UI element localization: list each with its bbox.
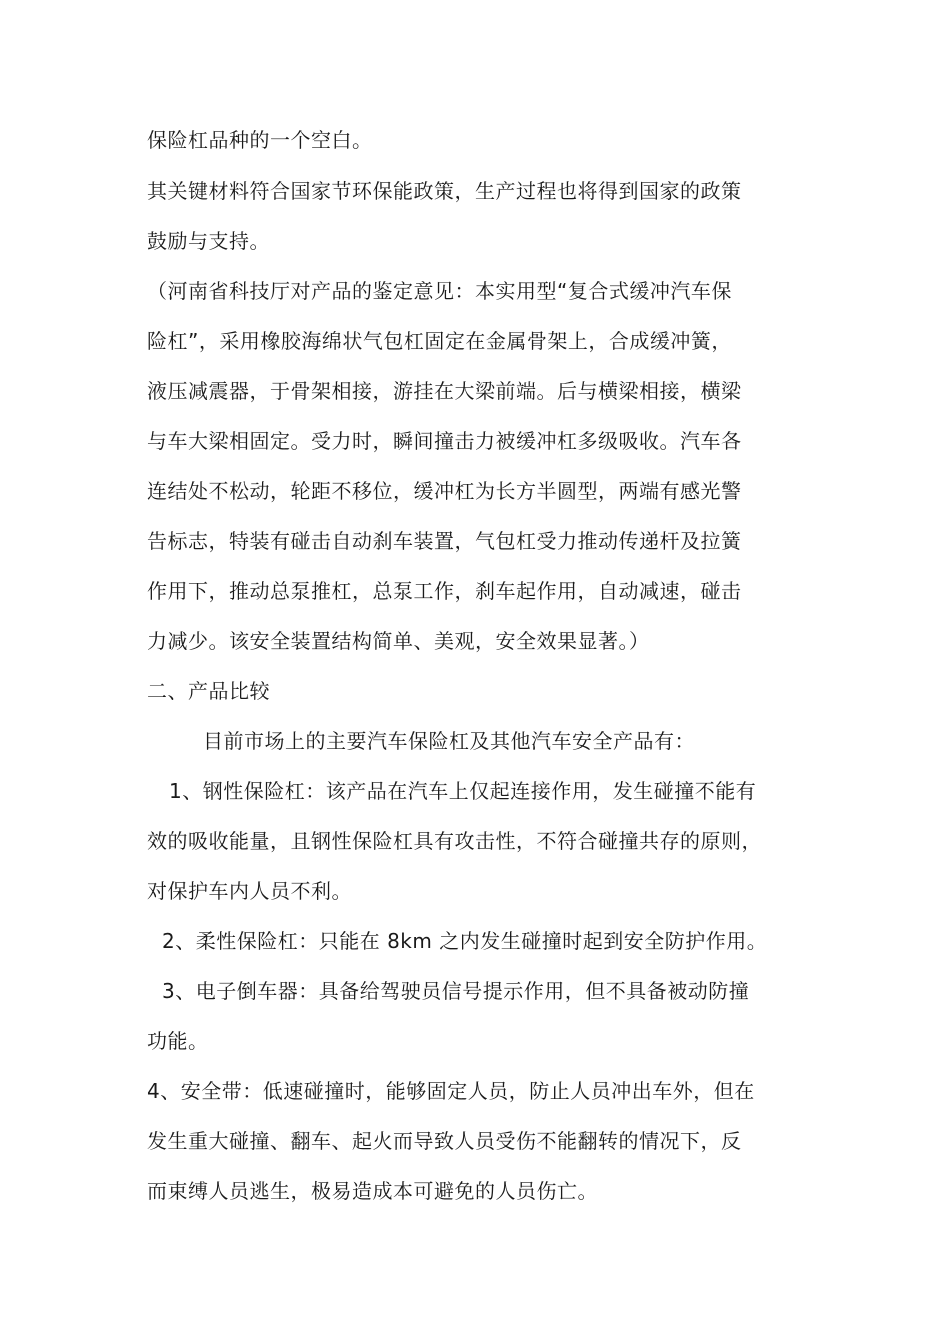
text-line: 1、钢性保险杠：该产品在汽车上仅起连接作用，发生碰撞不能有	[169, 779, 757, 803]
text-line: 功能。	[147, 1029, 209, 1053]
text-line: 4、安全带：低速碰撞时，能够固定人员，防止人员冲出车外，但在	[147, 1079, 755, 1103]
text-line: 效的吸收能量，且钢性保险杠具有攻击性，不符合碰撞共存的原则，	[147, 829, 762, 853]
text-line: 连结处不松动，轮距不移位，缓冲杠为长方半圆型，两端有感光警	[147, 479, 742, 503]
text-line: 险杠”，采用橡胶海绵状气包杠固定在金属骨架上，合成缓冲簧，	[147, 329, 732, 353]
text-line: 其关键材料符合国家节环保能政策，生产过程也将得到国家的政策	[147, 179, 742, 203]
text-line: 发生重大碰撞、翻车、起火而导致人员受伤不能翻转的情况下，反	[147, 1129, 742, 1153]
text-line: （河南省科技厅对产品的鉴定意见：本实用型“复合式缓冲汽车保	[147, 279, 732, 303]
text-line: 与车大梁相固定。受力时，瞬间撞击力被缓冲杠多级吸收。汽车各	[147, 429, 742, 453]
text-line: 鼓励与支持。	[147, 229, 270, 253]
section-heading: 二、产品比较	[147, 679, 270, 703]
text-line: 告标志，特装有碰击自动刹车装置，气包杠受力推动传递杆及拉簧	[147, 529, 742, 553]
text-line: 对保护车内人员不利。	[147, 879, 352, 903]
text-line: 2、柔性保险杠：只能在 8km 之内发生碰撞时起到安全防护作用。	[162, 929, 768, 953]
text-line: 液压减震器，于骨架相接，游挂在大梁前端。后与横梁相接，横梁	[147, 379, 742, 403]
text-line: 目前市场上的主要汽车保险杠及其他汽车安全产品有：	[203, 729, 695, 753]
text-line: 力减少。该安全装置结构简单、美观，安全效果显著。）	[147, 629, 650, 653]
text-line: 作用下，推动总泵推杠，总泵工作，刹车起作用，自动减速，碰击	[147, 579, 742, 603]
text-line: 3、电子倒车器：具备给驾驶员信号提示作用，但不具备被动防撞	[162, 979, 750, 1003]
text-line: 保险杠品种的一个空白。	[147, 128, 373, 152]
text-line: 而束缚人员逃生，极易造成本可避免的人员伤亡。	[147, 1179, 598, 1203]
